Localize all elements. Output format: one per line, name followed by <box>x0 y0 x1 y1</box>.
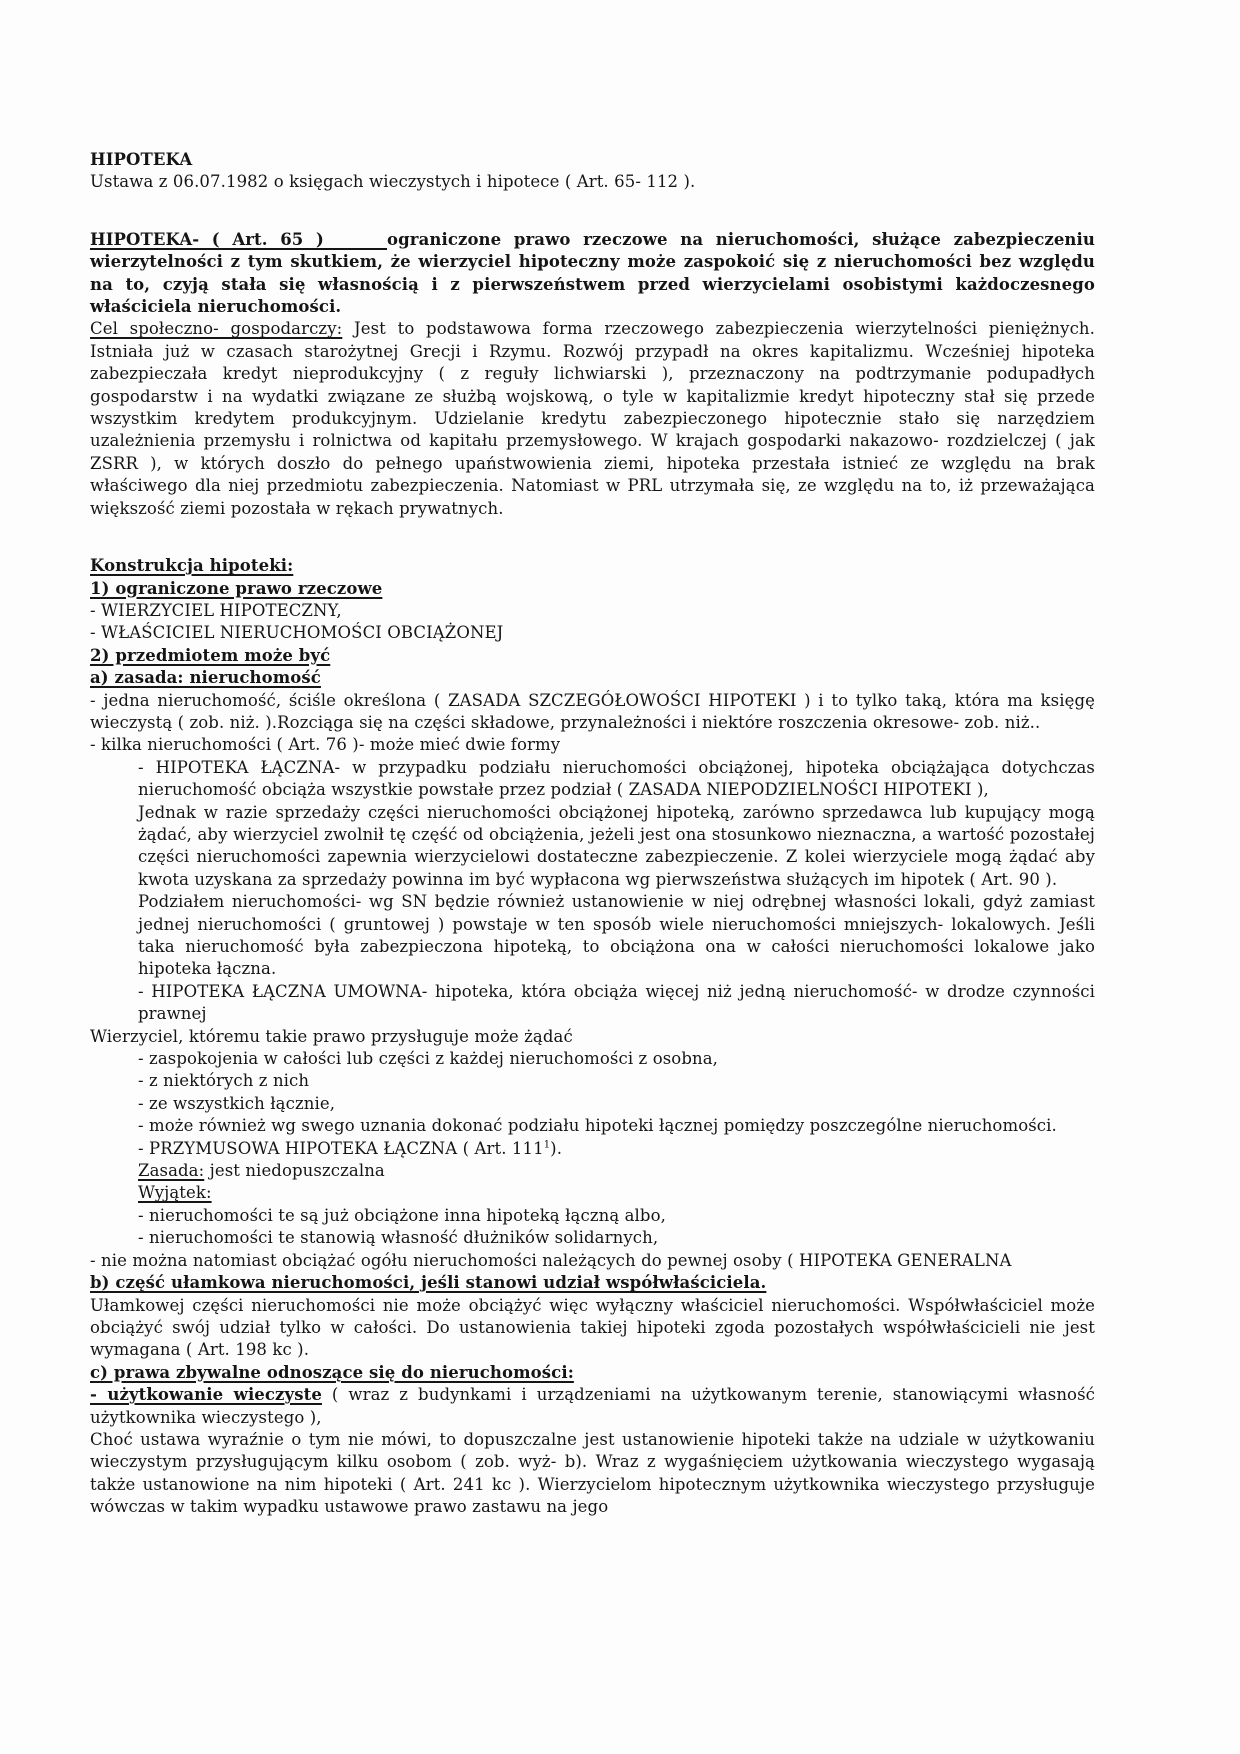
paragraph-spacer <box>90 520 1095 555</box>
paragraph: Ułamkowej części nieruchomości nie może obciążyć więc wyłączny właściciel nieruchomości. Współwłaściciel może obciążyć swój udział tylko w całości. Do ustanowienia takiej hipoteki zgoda pozostałych współwłaścicieli nie jest wymagana ( Art. 198 kc ). <box>90 1295 1095 1360</box>
document-content <box>90 149 1095 1519</box>
heading-2c: c) prawa zbywalne odnoszące się do nieruchomości: <box>90 1362 574 1382</box>
sub-list-item: - nieruchomości te są już obciążone inna hipoteką łączną albo, <box>138 1205 666 1225</box>
sub-list-item: - może również wg swego uznania dokonać podziału hipoteki łącznej pomiędzy poszczególne nieruchomości. <box>138 1116 1057 1136</box>
list-item: - nie można natomiast obciążać ogółu nieruchomości należących do pewnej osoby ( HIPOTEKA GENERALNA <box>90 1250 1012 1270</box>
sub-list-item: - PRZYMUSOWA HIPOTEKA ŁĄCZNA ( Art. $111^1$). <box>138 1138 563 1158</box>
sub-list-item: - z niektórych z nich <box>138 1071 310 1091</box>
list-item: - kilka nieruchomości ( Art. 76 )- może mieć dwie formy <box>90 735 561 755</box>
heading-2a: a) zasada: nieruchomość <box>90 668 321 688</box>
doc-subtitle: Ustawa z 06.07.1982 o księgach wieczystych i hipotece ( Art. 65- 112 ). <box>90 172 696 192</box>
list-item: - użytkowanie wieczyste ( wraz z budynkami i urządzeniami na użytkowanym terenie, stanowiącymi własność użytkownika wieczystego ), <box>90 1385 1095 1427</box>
heading-konstrukcja: Konstrukcja hipoteki: <box>90 556 294 576</box>
sub-list-item: - zaspokojenia w całości lub części z każdej nieruchomości z osobna, <box>138 1049 719 1069</box>
paragraph-spacer <box>90 194 1095 229</box>
zasada-line: Zasada: jest niedopuszczalna <box>138 1161 385 1181</box>
list-item: - WŁAŚCICIEL NIERUCHOMOŚCI OBCIĄŻONEJ <box>90 623 504 643</box>
doc-title: HIPOTEKA <box>90 150 193 169</box>
wyjatek-line: Wyjątek: <box>138 1183 212 1203</box>
sub-paragraph: Podziałem nieruchomości- wg SN będzie również ustanowienie w niej odrębnej własności lokali, gdyż zamiast jednej nieruchomości ( gruntowej ) powstaje w ten sposób wiele nieruchomości mniejszych- lokalowych. Jeśli taka nieruchomość była zabezpieczona hipoteką, to obciążona ona w całości nieruchomości lokalowe jako hipoteka łączna. <box>138 892 1095 979</box>
definition-paragraph: HIPOTEKA- ( Art. 65 ) ograniczone prawo rzeczowe na nieruchomości, służące zabezpieczeniu wierzytelności z tym skutkiem, że wierzyciel hipoteczny może zaspokoić się z nieruchomości bez względu na to, czyją stała się własnością i z pierwszeństwem przed wierzycielami osobistymi każdoczesnego właściciela nieruchomości. <box>90 229 1095 317</box>
sub-paragraph: Jednak w razie sprzedaży części nieruchomości obciążonej hipoteką, zarówno sprzedawca lub kupujący mogą żądać, aby wierzyciel zwolnił tę część od obciążenia, jeżeli jest ona stosunkowo nieznaczna, a wartość pozostałej części nieruchomości zapewnia wierzycielowi dostateczne zabezpieczenie. Z kolei wierzyciele mogą żądać aby kwota uzyskana za sprzedaży powinna im być wypłacona wg pierwszeństwa służących im hipotek ( Art. 90 ). <box>138 802 1095 889</box>
cel-paragraph: Cel społeczno- gospodarczy: Jest to podstawowa forma rzeczowego zabezpieczenia wierzytelności pieniężnych. Istniała już w czasach starożytnej Grecji i Rzymu. Rozwój przypadł na okres kapitalizmu. Wcześniej hipoteka zabezpieczała kredyt nieprodukcyjny ( z reguły lichwiarski ), przeznaczony na podtrzymanie podupadłych gospodarstw i na wydatki związane ze służbą wojskową, o tyle w kapitalizmie kredyt hipoteczny stał się przede wszystkim kredytem produkcyjnym. Udzielanie kredytu zabezpieczonego hipotecznie stało się narzędziem uzależnienia przemysłu i rolnictwa od kapitału przemysłowego. W krajach gospodarki nakazowo- rozdzielczej ( jak ZSRR ), w których doszło do pełnego upaństwowienia ziemi, hipoteka przestała istnieć ze względu na brak właściwego dla niej przedmiotu zabezpieczenia. Natomiast w PRL utrzymała się, ze względu na to, iż przeważająca większość ziemi pozostała w rękach prywatnych. <box>90 319 1095 518</box>
paragraph: Choć ustawa wyraźnie o tym nie mówi, to dopuszczalne jest ustanowienie hipoteki także na udziale w użytkowaniu wieczystym przysługującym kilku osobom ( zob. wyż- b). Wraz z wygaśnięciem użytkowania wieczystego wygasają także ustanowione na nim hipoteki ( Art. 241 kc ). Wierzycielom hipotecznym użytkownika wieczystego przysługuje wówczas w takim wypadku ustawowe prawo zastawu na jego <box>90 1429 1095 1517</box>
sub-list-item: - nieruchomości te stanowią własność dłużników solidarnych, <box>138 1228 659 1248</box>
sub-list-item: - ze wszystkich łącznie, <box>138 1093 336 1113</box>
sub-list-item: - HIPOTEKA ŁĄCZNA- w przypadku podziału nieruchomości obciążonej, hipoteka obciążająca dotychczas nieruchomość obciąża wszystkie powstałe przez podział ( ZASADA NIEPODZIELNOŚCI HIPOTEKI ), <box>138 757 1095 800</box>
heading-1: 1) ograniczone prawo rzeczowe <box>90 578 383 598</box>
list-item: - jedna nieruchomość, ściśle określona ( ZASADA SZCZEGÓŁOWOŚCI HIPOTEKI ) i to tylko taką, która ma księgę wieczystą ( zob. niż. ).Rozciąga się na części składowe, przynależności i niektóre roszczenia okresowe- zob. niż.. <box>90 690 1095 732</box>
sub-list-item: - HIPOTEKA ŁĄCZNA UMOWNA- hipoteka, która obciąża więcej niż jedną nieruchomość- w drodze czynności prawnej <box>138 981 1095 1024</box>
paragraph: Wierzyciel, któremu takie prawo przysługuje może żądać <box>90 1026 573 1046</box>
heading-2: 2) przedmiotem może być <box>90 645 331 665</box>
heading-2b: b) część ułamkowa nieruchomości, jeśli stanowi udział współwłaściciela. <box>90 1273 767 1293</box>
list-item: - WIERZYCIEL HIPOTECZNY, <box>90 600 342 620</box>
